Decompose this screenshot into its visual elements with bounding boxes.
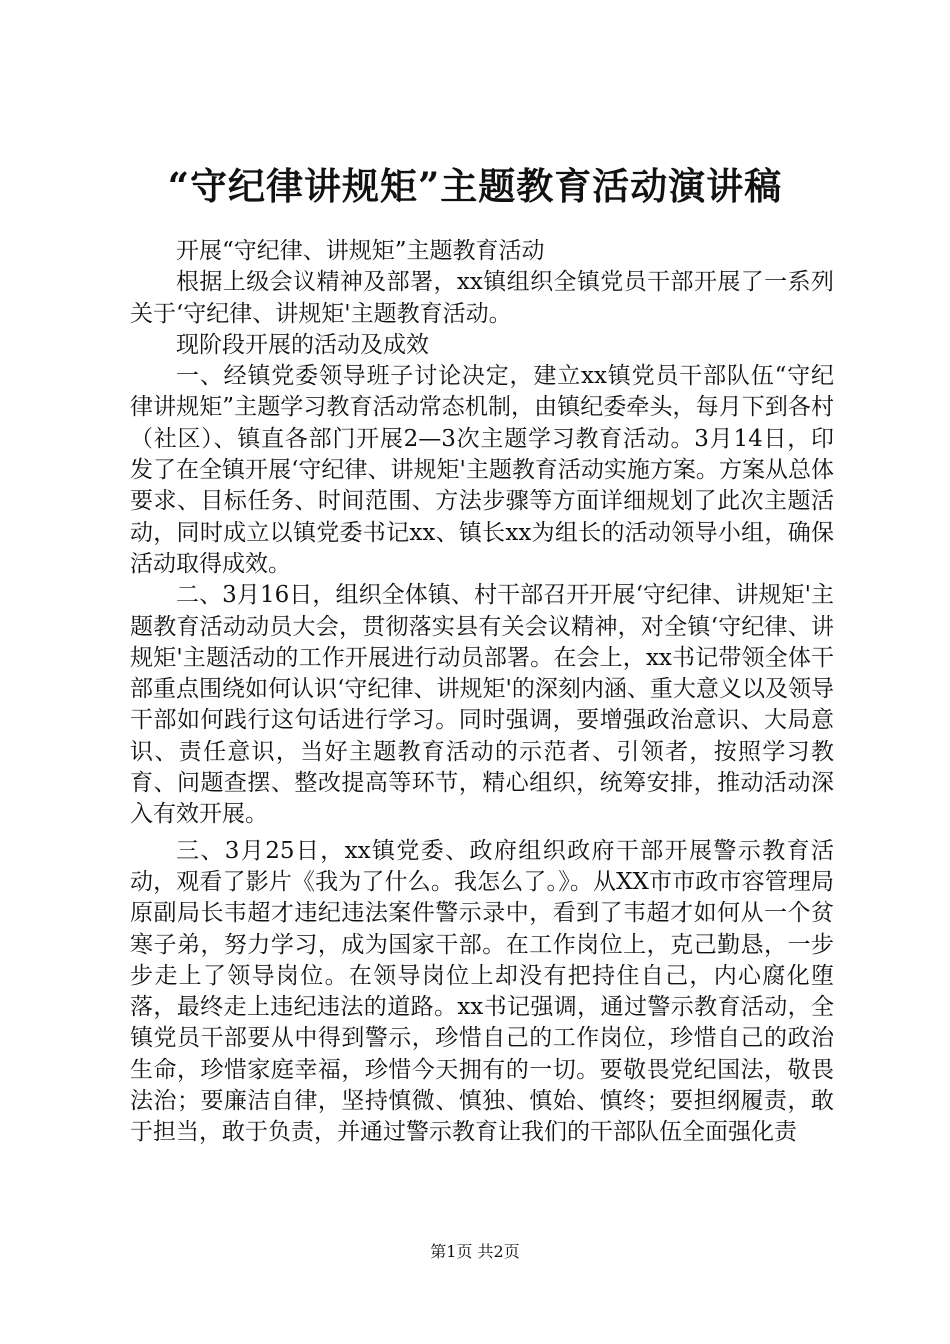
- paragraph-section-heading: 现阶段开展的活动及成效: [176, 331, 429, 358]
- document-title: “守纪律讲规矩”主题教育活动演讲稿: [167, 164, 783, 208]
- paragraph-intro: 根据上级会议精神及部署，xx镇组织全镇党员干部开展了一系列关于‘守纪律、讲规矩'主题教育活动。: [130, 269, 834, 327]
- paragraph-subtitle: 开展“守纪律、讲规矩”主题教育活动: [176, 238, 545, 264]
- paragraph-item-1: 一、经镇党委领导班子讨论决定，建立xx镇党员干部队伍“守纪律讲规矩”主题学习教育活动常态机制，由镇纪委牵头，每月下到各村（社区）、镇直各部门开展2—3次主题学习教育活动。3月14日，印发了在全镇开展‘守纪律、讲规矩'主题教育活动实施方案。方案从总体要求、目标任务、时间范围、方法步骤等方面详细规划了此次主题活动，同时成立以镇党委书记xx、镇长xx为组长的活动领导小组，确保活动取得成效。: [130, 363, 834, 577]
- paragraph-item-2: 二、3月16日，组织全体镇、村干部召开开展‘守纪律、讲规矩'主题教育活动动员大会，贯彻落实县有关会议精神，对全镇‘守纪律、讲规矩'主题活动的工作开展进行动员部署。在会上，xx书记带领全体干部重点围绕如何认识‘守纪律、讲规矩'的深刻内涵、重大意义以及领导干部如何践行这句话进行学习。同时强调，要增强政治意识、大局意识、责任意识，当好主题教育活动的示范者、引领者，按照学习教育、问题查摆、整改提高等环节，精心组织，统筹安排，推动活动深入有效开展。: [130, 582, 834, 828]
- paragraph-item-3: 三、3月25日，xx镇党委、政府组织政府干部开展警示教育活动，观看了影片《我为了什么。我怎么了。》。从XX市市政市容管理局原副局长韦超才违纪违法案件警示录中，看到了韦超才如何从一个贫寒子弟，努力学习，成为国家干部。在工作岗位上，克己勤恳，一步步走上了领导岗位。在领导岗位上却没有把持住自己，内心腐化堕落，最终走上违纪违法的道路。xx书记强调，通过警示教育活动，全镇党员干部要从中得到警示，珍惜自己的工作岗位，珍惜自己的政治生命，珍惜家庭幸福，珍惜今天拥有的一切。要敬畏党纪国法，敬畏法治；要廉洁自律，坚持慎微、慎独、慎始、慎终；要担纲履责，敢于担当，敢于负责，并通过警示教育让我们的干部队伍全面强化责: [130, 837, 834, 1146]
- page-footer: 第1页 共2页: [430, 1242, 520, 1261]
- document-body: [130, 236, 834, 1149]
